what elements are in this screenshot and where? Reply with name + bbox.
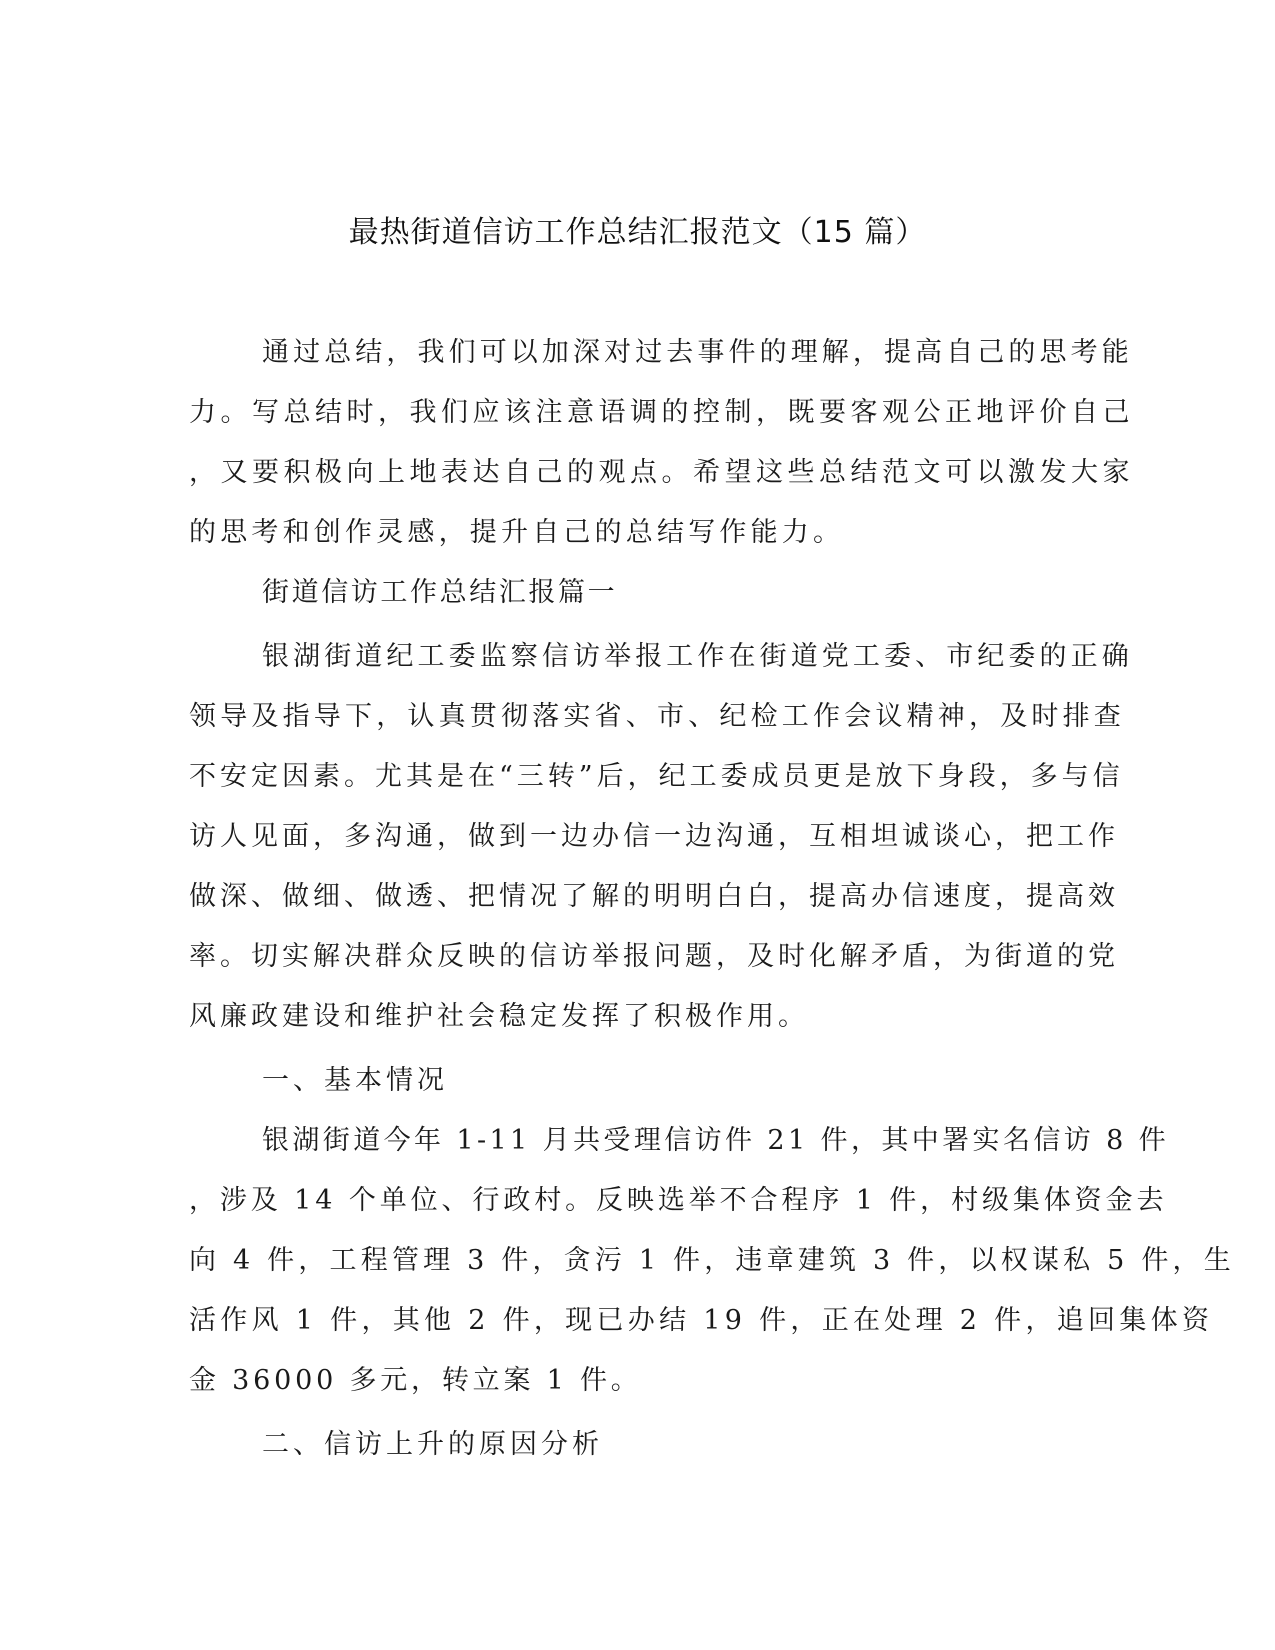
body-paragraph-2-line-5: 金 36000 多元，转立案 1 件。 [189,1365,642,1396]
section-heading-part-one: 街道信访工作总结汇报篇一 [262,577,618,608]
body-paragraph-1-line-1: 银湖街道纪工委监察信访举报工作在街道党工委、市纪委的正确 [262,641,1133,672]
subheading-basic-situation: 一、基本情况 [262,1065,448,1096]
intro-paragraph-line-1: 通过总结，我们可以加深对过去事件的理解，提高自己的思考能 [262,337,1133,368]
body-paragraph-1-line-5: 做深、做细、做透、把情况了解的明明白白，提高办信速度，提高效 [189,881,1119,912]
intro-paragraph-line-3: ，又要积极向上地表达自己的观点。希望这些总结范文可以激发大家 [189,457,1134,488]
body-paragraph-2-line-3: 向 4 件，工程管理 3 件，贪污 1 件，违章建筑 3 件，以权谋私 5 件，生 [189,1245,1235,1276]
body-paragraph-1-line-7: 风廉政建设和维护社会稳定发挥了积极作用。 [189,1001,809,1032]
body-paragraph-1-line-4: 访人见面，多沟通，做到一边办信一边沟通，互相坦诚谈心，把工作 [189,821,1119,852]
subheading-cause-analysis: 二、信访上升的原因分析 [262,1429,603,1460]
body-paragraph-1-line-2: 领导及指导下，认真贯彻落实省、市、纪检工作会议精神，及时排查 [189,701,1125,732]
intro-paragraph-line-2: 力。写总结时，我们应该注意语调的控制，既要客观公正地评价自己 [189,397,1134,428]
body-paragraph-1-line-6: 率。切实解决群众反映的信访举报问题，及时化解矛盾，为街道的党 [189,941,1119,972]
body-paragraph-2-line-4: 活作风 1 件，其他 2 件，现已办结 19 件，正在处理 2 件，追回集体资 [189,1305,1214,1336]
body-paragraph-2-line-2: ，涉及 14 个单位、行政村。反映选举不合程序 1 件，村级集体资金去 [189,1185,1168,1216]
body-paragraph-1-line-3: 不安定因素。尤其是在“三转”后，纪工委成员更是放下身段，多与信 [189,761,1124,792]
intro-paragraph-line-4: 的思考和创作灵感，提升自己的总结写作能力。 [189,517,845,548]
body-paragraph-2-line-1: 银湖街道今年 1-11 月共受理信访件 21 件，其中署实名信访 8 件 [262,1125,1170,1156]
document-title: 最热街道信访工作总结汇报范文（15 篇） [348,215,927,250]
